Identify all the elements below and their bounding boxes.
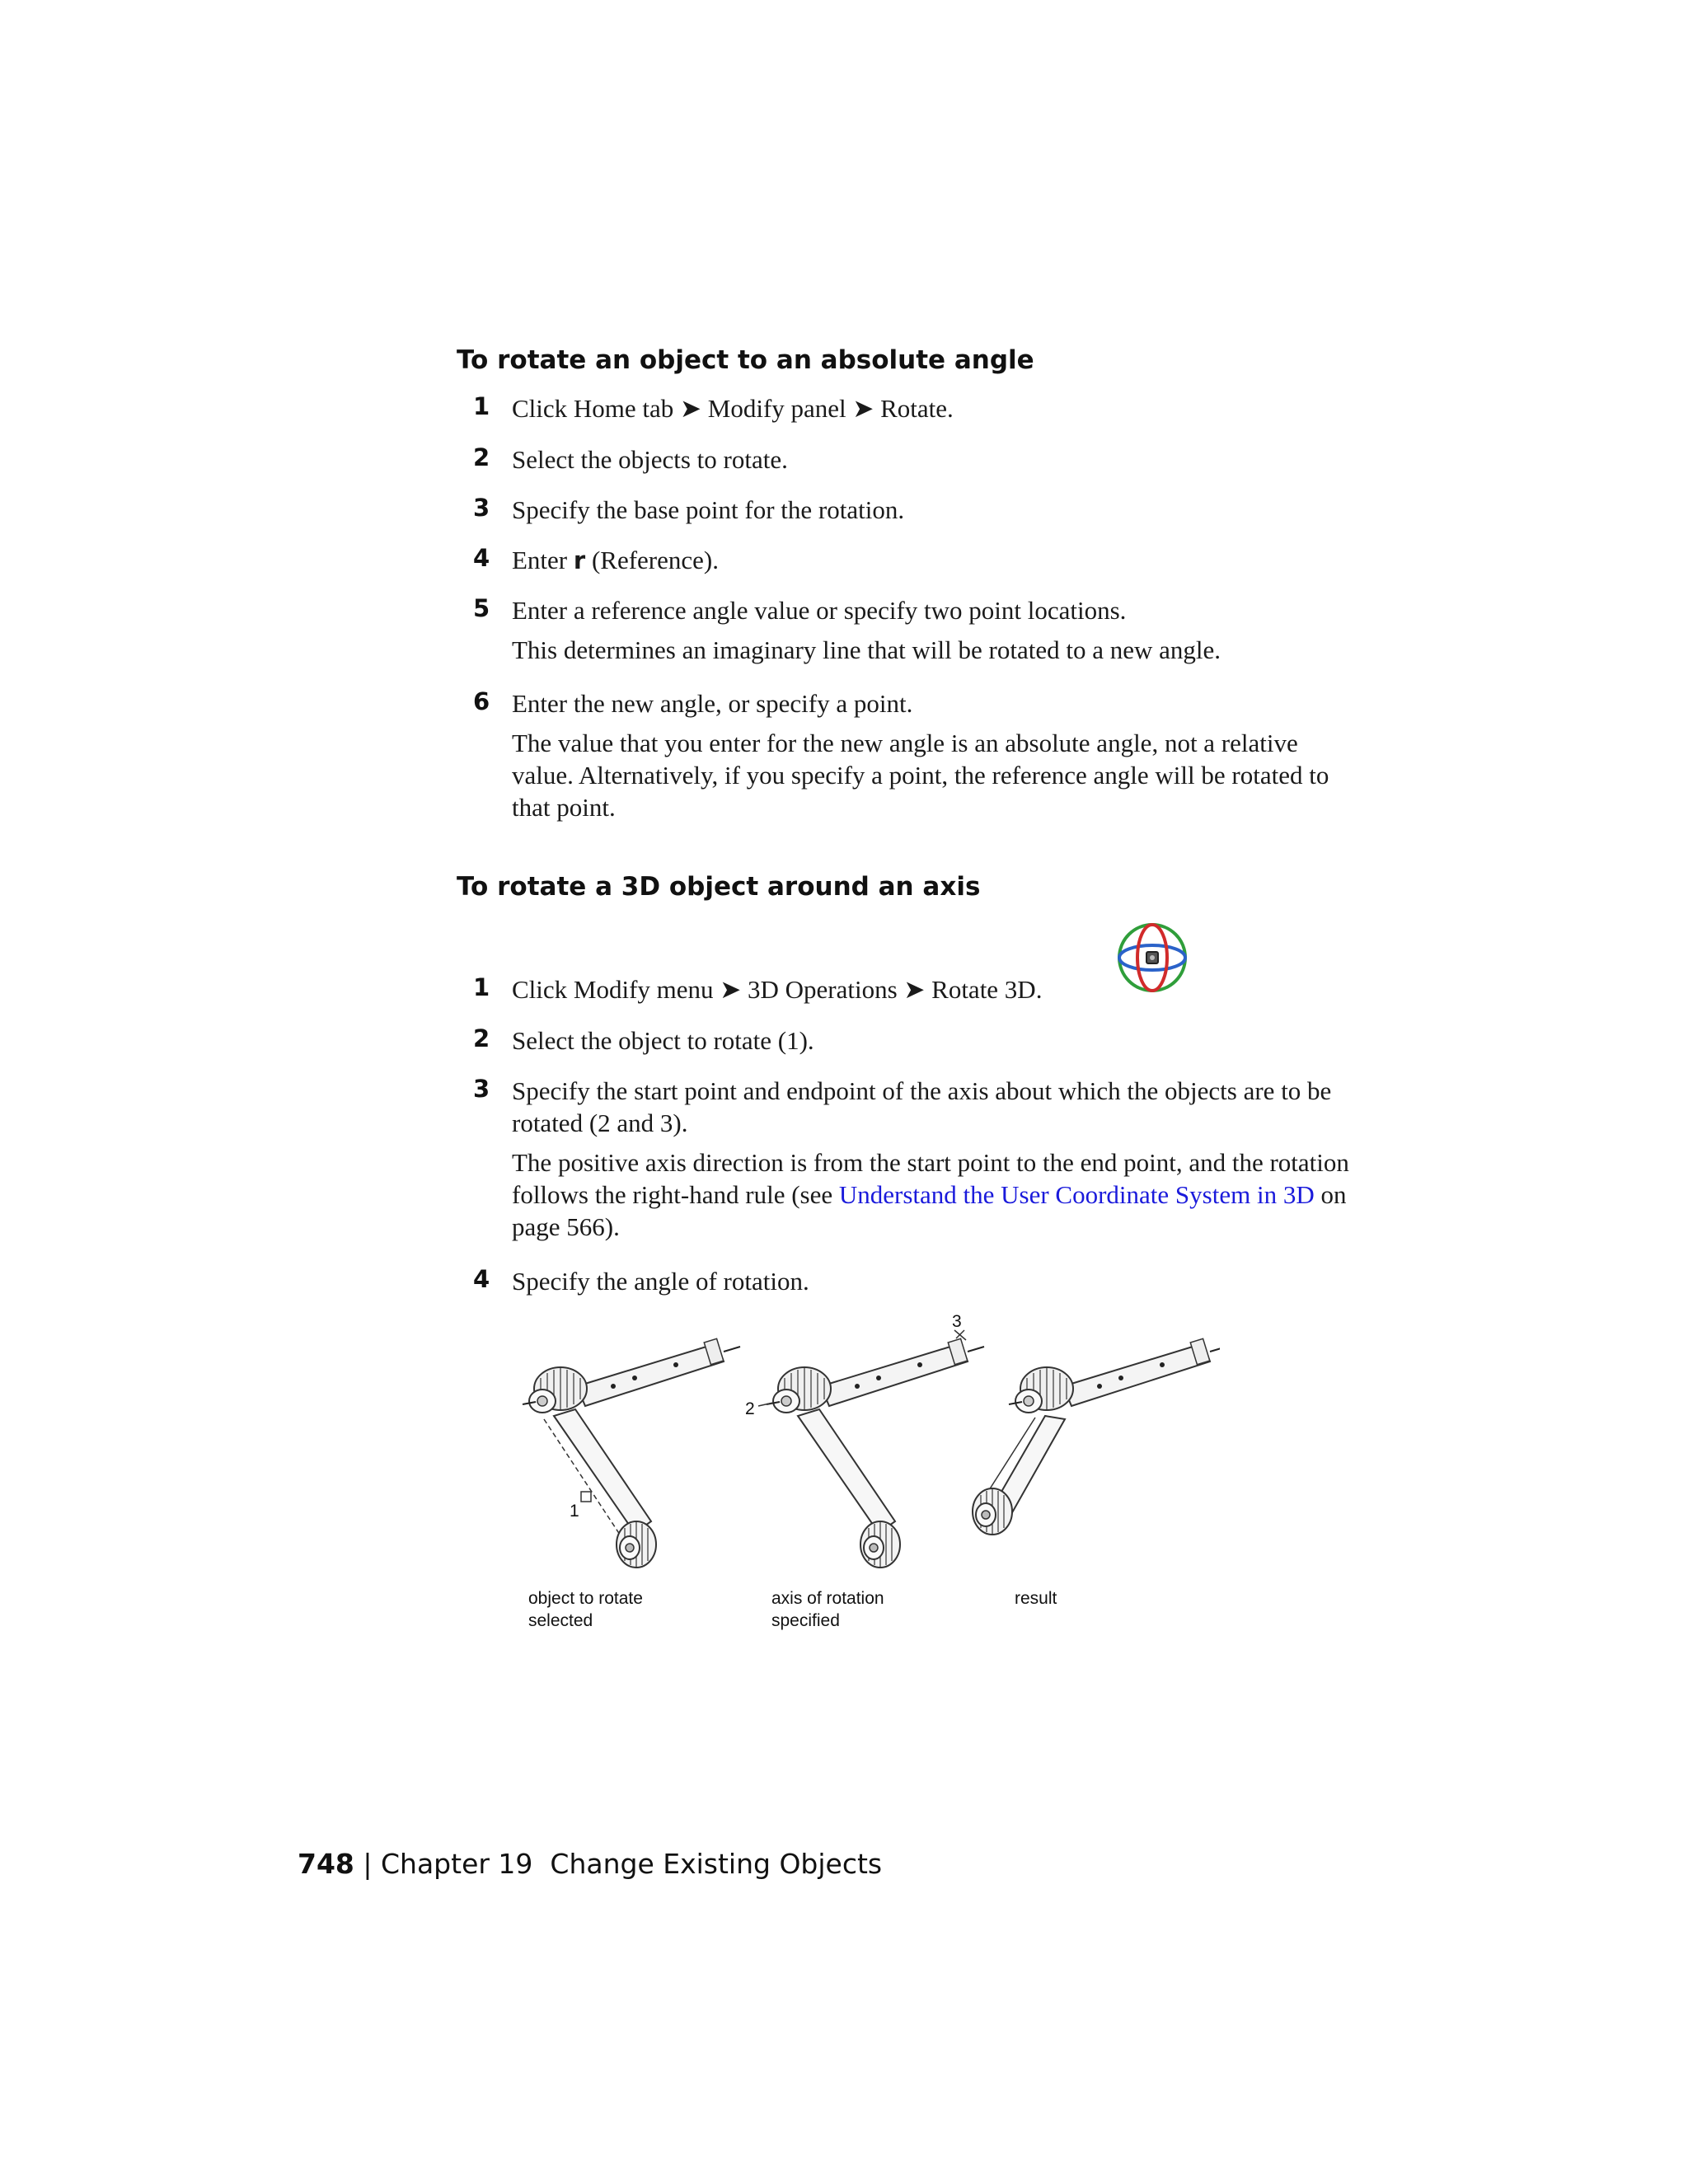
step-number: 6 [473,687,490,715]
caption-result [1015,1587,1196,1610]
ucs-3d-link[interactable]: Understand the User Coordinate System in 3D [838,1180,1315,1209]
step-number: 3 [473,494,490,522]
caption-line: selected [528,1611,593,1630]
section-heading-rotate-3d: To rotate a 3D object around an axis [457,872,981,902]
rotate-3d-illustration [511,1310,1220,1644]
step-note: The value that you enter for the new angle is an absolute angle, not a relative value. Alternatively, if you specify a point, the reference angle will be rotated to that point. [512,729,1329,822]
command-key: r [573,546,586,574]
step-note [512,1146,1353,1243]
chapter-title: Change Existing Objects [550,1848,883,1880]
step-text: Enter the new angle, or specify a point. [512,689,913,718]
step-text: Specify the base point for the rotation. [512,495,905,524]
step-text: Click Home tab ➤ Modify panel ➤ Rotate. [512,394,954,423]
step-number: 3 [473,1075,490,1103]
step-number: 2 [473,1024,490,1052]
rotate-3d-gizmo-icon [1116,921,1189,999]
step-note: This determines an imaginary line that will be rotated to a new angle. [512,635,1221,664]
step-number: 2 [473,443,490,471]
caption-line: axis of rotation [771,1589,884,1608]
caption-line: result [1015,1589,1057,1608]
caption-object-selected [528,1587,710,1632]
callout-3: 3 [952,1312,962,1331]
step-text: Enter a reference angle value or specify two point locations. [512,596,1127,625]
step-text: Select the objects to rotate. [512,445,788,474]
callout-1: 1 [570,1502,579,1521]
step-number: 4 [473,544,490,572]
footer-separator: | [354,1848,381,1880]
step-text: Specify the angle of rotation. [512,1267,809,1296]
chapter-label: Chapter 19 [381,1848,533,1880]
step-text: Select the object to rotate (1). [512,1026,814,1055]
step-text: Click Modify menu ➤ 3D Operations ➤ Rotate 3D. [512,975,1043,1004]
step-text: Specify the start point and endpoint of the axis about which the objects are to be rotated (2 and 3). [512,1076,1332,1137]
note-text-pre: The positive axis direction is from the start point to the end point, and the rotation follows the right-hand rule (see [512,1148,1349,1209]
panel-result [973,1338,1220,1535]
caption-line: object to rotate [528,1589,643,1608]
step-number: 5 [473,594,490,622]
page-number: 748 [298,1848,354,1880]
step-number: 4 [473,1265,490,1293]
step-text [512,544,1353,577]
panel-object-selected [523,1338,740,1568]
caption-line: specified [771,1611,840,1630]
note-text-post: on page 566). [512,1180,1347,1241]
step-number: 1 [473,392,490,420]
page-footer [298,1848,882,1880]
caption-axis-specified [771,1587,953,1632]
step-number: 1 [473,973,490,1001]
section-heading-absolute-angle: To rotate an object to an absolute angle [457,345,1034,375]
panel-axis-specified [758,1330,984,1568]
step-text-pre: Enter [512,546,574,574]
step-text-post: (Reference). [585,546,719,574]
callout-2: 2 [745,1399,755,1418]
